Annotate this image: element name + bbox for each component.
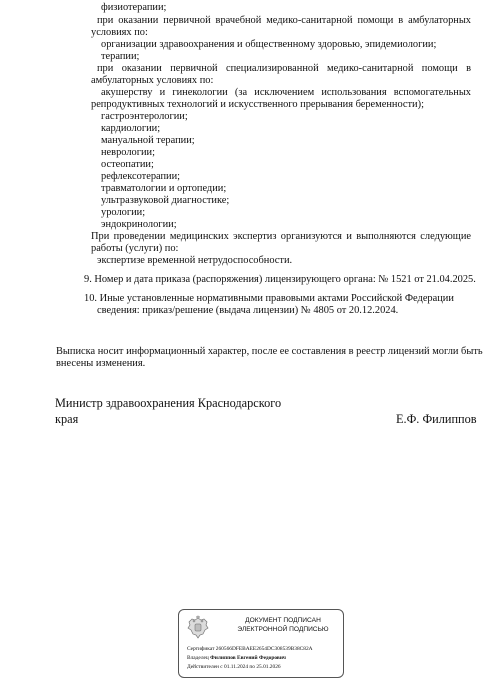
stamp-owner xyxy=(187,655,286,662)
signatory-position: края xyxy=(55,412,79,426)
stamp-title: ДОКУМЕНТ ПОДПИСАН xyxy=(245,617,321,624)
stamp-owner-name: Филиппов Евгений Федорович xyxy=(210,655,286,661)
text-line: травматологии и ортопедии; xyxy=(101,183,227,194)
text-line: гастроэнтерологии; xyxy=(101,111,188,122)
stamp-certificate: Сертификат 260566DFEBAEE2654DC308539B38C82A xyxy=(187,646,313,652)
text-line: эндокринологии; xyxy=(101,219,177,230)
text-line: урологии; xyxy=(101,207,146,218)
text-line: организации здравоохранения и общественному здоровью, эпидемиологии; xyxy=(101,39,437,50)
text-line: остеопатии; xyxy=(101,159,154,170)
text-line: ультразвуковой диагностике; xyxy=(101,195,230,206)
text-line: терапии; xyxy=(101,51,140,62)
text-line: при оказании первичной специализированной медико-санитарной помощи в xyxy=(97,63,471,74)
text-line: работы (услуги) по: xyxy=(91,243,179,254)
text-line: неврологии; xyxy=(101,147,155,158)
text-line: акушерству и гинекологии (за исключением использования вспомогательных xyxy=(101,87,471,98)
stamp-title: ЭЛЕКТРОННОЙ ПОДПИСЬЮ xyxy=(237,626,329,633)
text-line: мануальной терапии; xyxy=(101,135,195,146)
item-9: 9. Номер и дата приказа (распоряжения) лицензирующего органа: № 1521 от 21.04.2025. xyxy=(84,274,476,285)
text-line: репродуктивных технологий и искусственного прерывания беременности); xyxy=(91,99,424,110)
item-10-line: сведения: приказ/решение (выдача лицензии) № 4805 от 20.12.2024. xyxy=(97,305,399,316)
signatory-name: Е.Ф. Филиппов xyxy=(396,412,477,426)
coat-of-arms-icon xyxy=(185,615,211,641)
text-line: рефлексотерапии; xyxy=(101,171,181,182)
signatory-position: Министр здравоохранения Краснодарского xyxy=(55,396,282,410)
text-line: условиях по: xyxy=(91,27,148,38)
text-line: кардиологии; xyxy=(101,123,161,134)
item-10-line: 10. Иные установленные нормативными правовыми актами Российской Федерации xyxy=(84,293,454,304)
e-signature-stamp xyxy=(178,609,344,678)
disclaimer: внесены изменения. xyxy=(56,358,146,369)
stamp-owner-label: Владелец xyxy=(187,655,209,661)
stamp-validity: Действителен с 01.11.2024 по 25.01.2026 xyxy=(187,664,281,670)
text-line: амбулаторных условиях по: xyxy=(91,75,214,86)
disclaimer: Выписка носит информационный характер, после ее составления в реестр лицензий могли быть xyxy=(56,346,483,357)
text-line: при оказании первичной врачебной медико-санитарной помощи в амбулаторных xyxy=(97,15,471,26)
text-line: экспертизе временной нетрудоспособности. xyxy=(97,255,293,266)
text-line: При проведении медицинских экспертиз организуются и выполняются следующие xyxy=(91,231,471,242)
text-line: физиотерапии; xyxy=(101,2,167,13)
